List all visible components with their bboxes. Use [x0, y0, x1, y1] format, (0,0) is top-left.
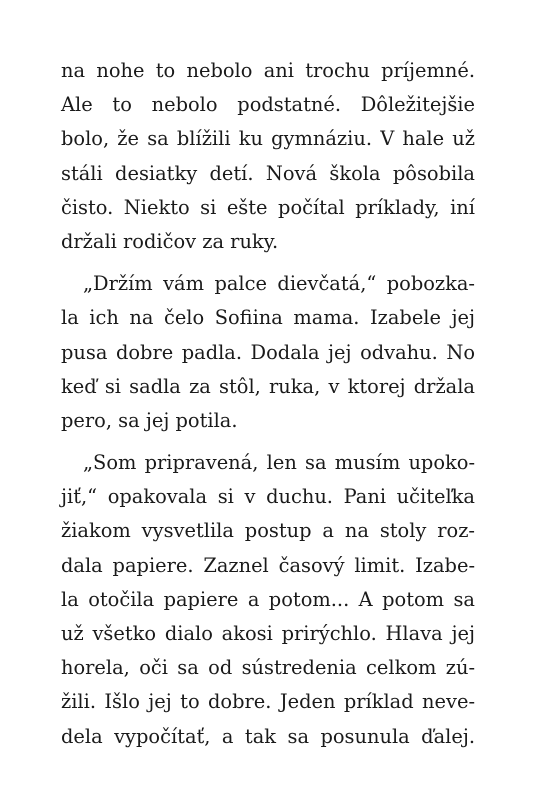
text-line: „Som pripravená, len sa musím upoko-: [83, 451, 475, 475]
text-line: stáli desiatky detí. Nová škola pôsobila: [61, 161, 475, 185]
text-line: na nohe to nebolo ani trochu príjemné.: [61, 59, 475, 82]
text-line: pusa dobre padla. Dodala jej odvahu. No: [61, 340, 475, 364]
text-line: už všetko dialo akosi prirýchlo. Hlava jej: [61, 622, 475, 645]
text-line: la ich na čelo Sofiina mama. Izabele jej: [61, 306, 475, 330]
text-line: la otočila papiere a potom... A potom sa: [61, 587, 475, 611]
text-line: žili. Išlo jej to dobre. Jeden príklad neve-: [61, 690, 475, 714]
text-line: jiť,“ opakovala si v duchu. Pani učiteľka: [61, 485, 475, 509]
text-line: pero, sa jej potila.: [61, 408, 238, 432]
paragraph-spacing: [61, 438, 475, 446]
text-line: dela vypočítať, a tak sa posunula ďalej.: [61, 724, 475, 748]
text-line: keď si sadla za stôl, ruka, v ktorej držala: [61, 374, 475, 398]
text-line: horela, oči sa od sústredenia celkom zú-: [61, 656, 475, 680]
text-line: „Držím vám palce dievčatá,“ pobozka-: [83, 272, 475, 296]
text-line: dala papiere. Zaznel časový limit. Izabe-: [61, 553, 475, 577]
text-line: čisto. Niekto si ešte počítal príklady, iní: [61, 195, 475, 219]
text-line: žiakom vysvetlila postup a na stoly roz-: [61, 519, 475, 543]
paragraph: [61, 267, 475, 438]
paragraph: [61, 446, 475, 754]
text-line: bolo, že sa blížili ku gymnáziu. V hale už: [61, 127, 475, 151]
text-line: držali rodičov za ruky.: [61, 229, 279, 253]
text-line: Ale to nebolo podstatné. Dôležitejšie: [61, 93, 475, 117]
paragraph: [61, 54, 475, 259]
book-page-text: [61, 54, 475, 754]
paragraph-spacing: [61, 259, 475, 267]
